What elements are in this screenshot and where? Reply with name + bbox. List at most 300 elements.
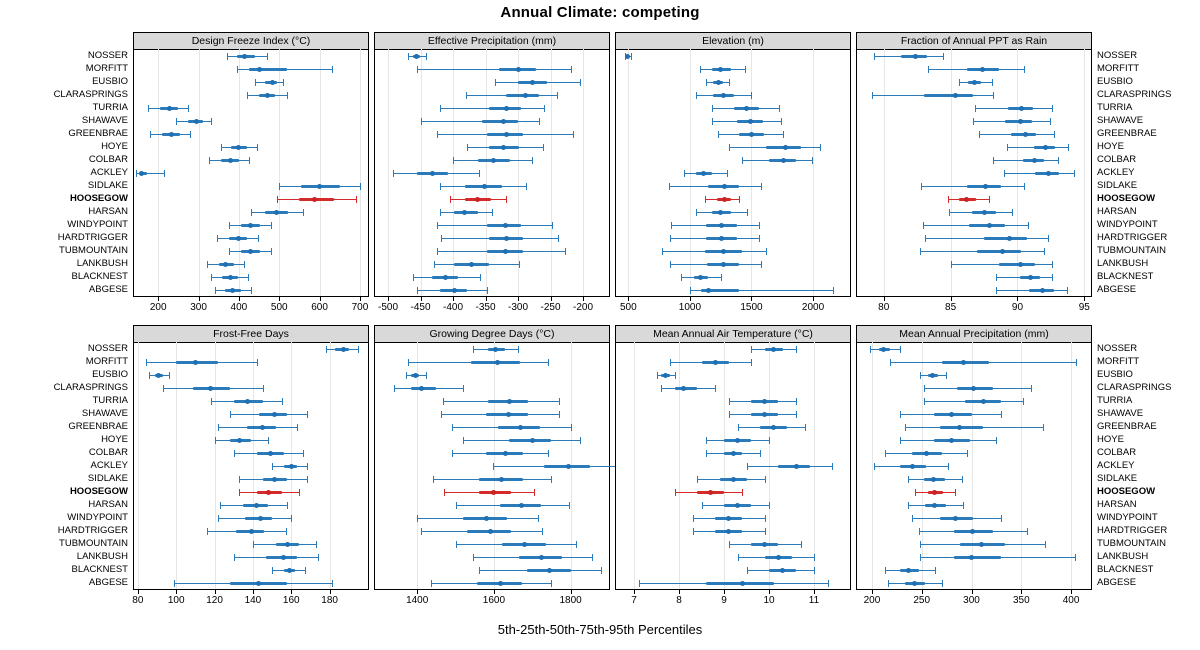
whisker-cap — [996, 437, 997, 444]
x-tick-label: 400 — [1062, 595, 1080, 606]
whisker-cap — [996, 287, 997, 294]
whisker-cap — [592, 554, 593, 561]
x-axis-caption: 5th-25th-50th-75th-95th Percentiles — [497, 622, 703, 637]
median-point — [270, 80, 275, 85]
whisker-cap — [769, 502, 770, 509]
whisker-cap — [1050, 118, 1051, 125]
x-tick-label: 90 — [1011, 302, 1024, 313]
whisker-cap — [669, 183, 670, 190]
median-point — [970, 529, 975, 534]
x-tick-mark — [138, 590, 139, 594]
gridline-vertical — [330, 342, 331, 589]
whisker-cap — [282, 398, 283, 405]
whisker-cap — [569, 502, 570, 509]
site-label-right: TURRIA — [1097, 101, 1133, 113]
median-point — [493, 347, 498, 352]
whisker-cap — [670, 261, 671, 268]
whisker-cap — [948, 463, 949, 470]
median-point — [193, 360, 198, 365]
whisker-cap — [283, 79, 284, 86]
whisker-cap — [437, 222, 438, 229]
median-point — [981, 399, 986, 404]
interquartile-bar — [411, 387, 436, 390]
site-label-right: ACKLEY — [1097, 459, 1135, 471]
whisker-cap — [706, 79, 707, 86]
x-tick-label: -400 — [442, 302, 463, 313]
median-point — [518, 425, 523, 430]
whisker-cap — [548, 450, 549, 457]
gridline-vertical — [583, 49, 584, 296]
chart-panel — [856, 325, 1092, 590]
whisker-cap — [557, 92, 558, 99]
site-label-left: ABGESE — [88, 576, 128, 588]
x-tick-mark — [253, 590, 254, 594]
site-label-right: CLARASPRINGS — [1097, 88, 1172, 100]
x-tick-label: 9 — [721, 595, 727, 606]
x-tick-label: 80 — [132, 595, 144, 606]
x-tick-label: 700 — [351, 302, 369, 313]
plot-area — [616, 342, 850, 589]
median-point — [491, 490, 496, 495]
median-point — [230, 288, 235, 293]
whisker-cap — [299, 489, 300, 496]
whisker-cap — [1074, 170, 1075, 177]
median-point — [964, 197, 969, 202]
site-label-right: CLARASPRINGS — [1097, 381, 1172, 393]
x-tick-label: 1600 — [482, 595, 506, 606]
whisker-cap — [1012, 209, 1013, 216]
median-point — [504, 132, 509, 137]
whisker-cap — [739, 196, 740, 203]
x-tick-label: 500 — [619, 302, 637, 313]
whisker-cap — [912, 515, 913, 522]
whisker-cap — [942, 580, 943, 587]
whisker-cap — [258, 235, 259, 242]
median-point — [762, 542, 767, 547]
whisker-cap — [573, 131, 574, 138]
whisker-cap — [318, 554, 319, 561]
whisker-cap — [639, 580, 640, 587]
whisker-cap — [467, 144, 468, 151]
x-tick-label: 1000 — [678, 302, 702, 313]
x-tick-mark — [239, 297, 240, 301]
whisker-cap — [693, 528, 694, 535]
whisker-cap — [870, 346, 871, 353]
whisker-cap — [951, 261, 952, 268]
median-point — [1018, 262, 1023, 267]
whisker-cap — [230, 411, 231, 418]
median-point — [979, 542, 984, 547]
site-label-right: HOOSEGOW — [1097, 485, 1156, 497]
whisker-cap — [580, 79, 581, 86]
whisker-cap — [542, 528, 543, 535]
whisker-cap — [559, 411, 560, 418]
site-label-left: HARSAN — [88, 205, 128, 217]
whisker-cap — [559, 398, 560, 405]
whisker-cap — [796, 346, 797, 353]
whisker-cap — [920, 248, 921, 255]
whisker-cap — [759, 235, 760, 242]
median-point — [249, 529, 254, 534]
whisker-cap — [747, 463, 748, 470]
site-label-right: SHAWAVE — [1097, 407, 1144, 419]
median-point — [721, 249, 726, 254]
whisker-cap — [190, 131, 191, 138]
median-point — [287, 568, 292, 573]
site-label-right: WINDYPOINT — [1097, 511, 1158, 523]
whisker-cap — [272, 567, 273, 574]
whisker-cap — [518, 346, 519, 353]
whisker-cap — [552, 222, 553, 229]
median-point — [718, 210, 723, 215]
site-label-left: TURRIA — [92, 394, 128, 406]
whisker-cap — [751, 346, 752, 353]
page-title: Annual Climate: competing — [500, 4, 700, 21]
chart-panel — [133, 32, 369, 297]
whisker-cap — [148, 105, 149, 112]
whisker-cap — [921, 183, 922, 190]
whisker-cap — [239, 489, 240, 496]
site-label-left: MORFITT — [85, 62, 128, 74]
whisker-cap — [1067, 287, 1068, 294]
whisker-cap — [452, 450, 453, 457]
median-point — [625, 54, 630, 59]
whisker-cap — [506, 196, 507, 203]
median-point — [744, 106, 749, 111]
whisker-cap — [996, 274, 997, 281]
median-point — [260, 425, 265, 430]
plot-area — [375, 49, 609, 296]
x-tick-mark — [551, 297, 552, 301]
whisker-cap — [443, 398, 444, 405]
median-point — [706, 288, 711, 293]
whisker-cap — [1007, 144, 1008, 151]
x-tick-mark — [814, 590, 815, 594]
whisker-cap — [440, 209, 441, 216]
site-label-left: HOOSEGOW — [69, 192, 128, 204]
whisker-cap — [765, 528, 766, 535]
x-tick-mark — [1017, 297, 1018, 301]
whisker-cap — [690, 287, 691, 294]
gridline-vertical — [1071, 342, 1072, 589]
whisker-cap — [360, 183, 361, 190]
whisker-cap — [1075, 554, 1076, 561]
panel-title: Mean Annual Precipitation (mm) — [857, 326, 1091, 343]
median-point — [469, 262, 474, 267]
whisker-cap — [1058, 157, 1059, 164]
x-tick-mark — [291, 590, 292, 594]
whisker-cap — [580, 437, 581, 444]
x-tick-mark — [1021, 590, 1022, 594]
site-label-left: CLARASPRINGS — [53, 88, 128, 100]
interquartile-bar — [482, 120, 518, 123]
whisker-cap — [1028, 222, 1029, 229]
whisker-cap — [188, 105, 189, 112]
whisker-cap — [885, 450, 886, 457]
whisker-cap — [473, 346, 474, 353]
site-label-right: HOOSEGOW — [1097, 192, 1156, 204]
whisker-cap — [681, 274, 682, 281]
whisker-cap — [571, 66, 572, 73]
site-label-left: HOYE — [101, 433, 128, 445]
median-point — [932, 503, 937, 508]
median-point — [982, 210, 987, 215]
median-point — [713, 360, 718, 365]
whisker-cap — [729, 411, 730, 418]
median-point — [969, 555, 974, 560]
whisker-cap — [702, 502, 703, 509]
site-label-left: TURRIA — [92, 101, 128, 113]
whisker-cap — [271, 248, 272, 255]
whisker-cap — [729, 398, 730, 405]
median-point — [781, 158, 786, 163]
whisker-cap — [693, 515, 694, 522]
plot-area — [857, 49, 1091, 296]
median-point — [317, 184, 322, 189]
gridline-vertical — [1021, 342, 1022, 589]
site-label-right: NOSSER — [1097, 342, 1138, 354]
whisker-cap — [1027, 528, 1028, 535]
median-point — [414, 54, 419, 59]
x-tick-label: 350 — [1012, 595, 1030, 606]
whisker-cap — [975, 105, 976, 112]
whisker-cap — [544, 105, 545, 112]
x-tick-mark — [158, 297, 159, 301]
x-tick-mark — [951, 297, 952, 301]
site-label-left: ACKLEY — [90, 459, 128, 471]
gridline-vertical — [1084, 49, 1085, 296]
whisker-cap — [923, 222, 924, 229]
whisker-cap — [393, 170, 394, 177]
x-tick-label: -500 — [377, 302, 398, 313]
whisker-cap — [760, 450, 761, 457]
whisker-cap — [712, 105, 713, 112]
median-point — [726, 516, 731, 521]
median-point — [1000, 249, 1005, 254]
whisker-cap — [963, 502, 964, 509]
whisker-cap — [176, 118, 177, 125]
whisker-cap — [751, 92, 752, 99]
site-label-right: GREENBRAE — [1097, 420, 1157, 432]
x-tick-mark — [176, 590, 177, 594]
whisker-cap — [766, 248, 767, 255]
median-point — [1007, 236, 1012, 241]
site-label-left: NOSSER — [87, 49, 128, 61]
whisker-cap — [493, 463, 494, 470]
whisker-cap — [267, 53, 268, 60]
chart-panel — [856, 32, 1092, 297]
whisker-cap — [1001, 411, 1002, 418]
whisker-cap — [316, 541, 317, 548]
whisker-cap — [670, 235, 671, 242]
gridline-vertical — [634, 342, 635, 589]
whisker-cap — [874, 53, 875, 60]
whisker-cap — [149, 372, 150, 379]
plot-area — [375, 342, 609, 589]
median-point — [1028, 275, 1033, 280]
median-point — [881, 347, 886, 352]
whisker-cap — [444, 489, 445, 496]
whisker-cap — [434, 261, 435, 268]
whisker-cap — [211, 398, 212, 405]
whisker-cap — [218, 515, 219, 522]
whisker-cap — [571, 424, 572, 431]
gridline-vertical — [239, 49, 240, 296]
x-tick-mark — [751, 297, 752, 301]
chart-panel — [615, 32, 851, 297]
median-point — [971, 386, 976, 391]
site-label-right: SHAWAVE — [1097, 114, 1144, 126]
median-point — [924, 451, 929, 456]
site-label-right: HOYE — [1097, 140, 1124, 152]
x-tick-mark — [360, 297, 361, 301]
whisker-cap — [217, 235, 218, 242]
whisker-cap — [150, 131, 151, 138]
whisker-cap — [759, 222, 760, 229]
median-point — [910, 464, 915, 469]
median-point — [748, 119, 753, 124]
median-point — [735, 503, 740, 508]
whisker-cap — [257, 144, 258, 151]
whisker-cap — [1052, 261, 1053, 268]
whisker-cap — [1045, 541, 1046, 548]
median-point — [228, 275, 233, 280]
whisker-cap — [1048, 235, 1049, 242]
site-label-left: BLACKNEST — [71, 563, 128, 575]
whisker-cap — [291, 515, 292, 522]
whisker-cap — [456, 502, 457, 509]
whisker-cap — [417, 66, 418, 73]
site-label-left: SIDLAKE — [87, 472, 128, 484]
whisker-cap — [234, 450, 235, 457]
plot-area — [616, 49, 850, 296]
whisker-cap — [543, 144, 544, 151]
whisker-cap — [495, 79, 496, 86]
whisker-cap — [163, 385, 164, 392]
site-label-left: WINDYPOINT — [67, 218, 128, 230]
whisker-cap — [221, 144, 222, 151]
whisker-cap — [948, 196, 949, 203]
whisker-cap — [801, 541, 802, 548]
whisker-cap — [164, 170, 165, 177]
median-point — [949, 412, 954, 417]
median-point — [722, 197, 727, 202]
whisker-cap — [900, 346, 901, 353]
whisker-cap — [255, 79, 256, 86]
median-point — [237, 438, 242, 443]
median-point — [961, 360, 966, 365]
whisker-cap — [441, 235, 442, 242]
interquartile-bar — [954, 556, 1002, 559]
x-tick-label: -450 — [410, 302, 431, 313]
site-label-right: COLBAR — [1097, 446, 1137, 458]
site-label-right: EUSBIO — [1097, 368, 1133, 380]
x-tick-label: 180 — [321, 595, 338, 606]
site-label-left: COLBAR — [88, 153, 128, 165]
median-point — [419, 386, 424, 391]
whisker-cap — [433, 476, 434, 483]
whisker-cap — [453, 157, 454, 164]
median-point — [522, 542, 527, 547]
x-tick-mark — [518, 297, 519, 301]
median-point — [519, 503, 524, 508]
median-point — [341, 347, 346, 352]
median-point — [236, 236, 241, 241]
whisker-cap — [908, 476, 909, 483]
whisker-cap — [989, 196, 990, 203]
median-point — [749, 132, 754, 137]
median-point — [771, 425, 776, 430]
x-tick-mark — [1084, 297, 1085, 301]
whisker-cap — [440, 183, 441, 190]
whisker-cap — [526, 183, 527, 190]
whisker-cap — [769, 437, 770, 444]
whisker-cap — [1052, 274, 1053, 281]
median-point — [1046, 171, 1051, 176]
x-tick-mark — [388, 297, 389, 301]
x-tick-label: 400 — [230, 302, 248, 313]
whisker-cap — [287, 502, 288, 509]
whisker-cap — [473, 554, 474, 561]
median-point — [983, 184, 988, 189]
site-label-right: LANKBUSH — [1097, 257, 1149, 269]
gridline-vertical — [872, 342, 873, 589]
whisker-cap — [727, 170, 728, 177]
median-point — [495, 360, 500, 365]
site-label-left: HARSAN — [88, 498, 128, 510]
whisker-cap — [251, 287, 252, 294]
panel-title: Elevation (m) — [616, 33, 850, 50]
median-point — [1023, 132, 1028, 137]
whisker-cap — [671, 222, 672, 229]
whisker-cap — [657, 372, 658, 379]
whisker-cap — [738, 424, 739, 431]
site-label-right: EUSBIO — [1097, 75, 1133, 87]
whisker-cap — [426, 53, 427, 60]
site-label-right: LANKBUSH — [1097, 550, 1149, 562]
median-point — [1040, 288, 1045, 293]
whisker-cap — [814, 567, 815, 574]
whisker-cap — [718, 131, 719, 138]
median-point — [504, 106, 509, 111]
whisker-cap — [244, 261, 245, 268]
median-point — [1032, 158, 1037, 163]
whisker-cap — [479, 567, 480, 574]
x-tick-label: 8 — [676, 595, 682, 606]
site-label-left: SHAWAVE — [81, 114, 128, 126]
median-point — [740, 581, 745, 586]
whisker-cap — [1024, 183, 1025, 190]
median-point — [265, 93, 270, 98]
whisker-cap — [935, 567, 936, 574]
median-point — [169, 132, 174, 137]
median-point — [443, 275, 448, 280]
site-label-right: BLACKNEST — [1097, 563, 1154, 575]
median-point — [716, 80, 721, 85]
site-label-right: HARSAN — [1097, 205, 1137, 217]
whisker-cap — [207, 528, 208, 535]
x-tick-mark — [679, 590, 680, 594]
plot-area — [857, 342, 1091, 589]
site-label-right: GREENBRAE — [1097, 127, 1157, 139]
whisker-cap — [249, 157, 250, 164]
x-tick-mark — [215, 590, 216, 594]
plot-area — [134, 342, 368, 589]
site-label-right: MORFITT — [1097, 62, 1140, 74]
median-point — [503, 451, 508, 456]
median-point — [776, 555, 781, 560]
whisker-cap — [207, 261, 208, 268]
